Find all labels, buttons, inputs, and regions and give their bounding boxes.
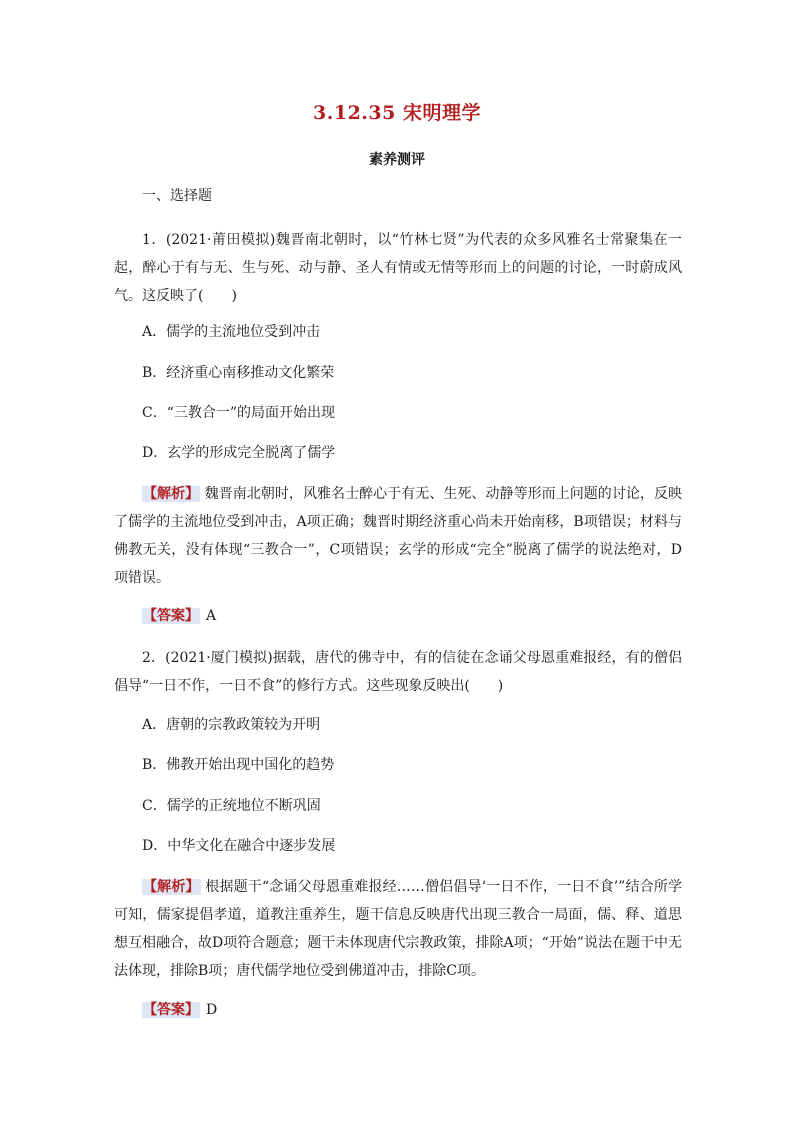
question-2-answer <box>114 996 682 1024</box>
question-1-option-a: A．儒学的主流地位受到冲击 <box>142 324 321 340</box>
question-1-answer <box>114 602 682 630</box>
question-1-stem: 1．(2021·莆田模拟)魏晋南北朝时，以“竹林七贤”为代表的众多风雅名士常聚集在一起，醉心于有与无、生与死、动与静、圣人有情或无情等形而上的问题的讨论，一时蔚成风气。这反映了( ) <box>114 232 682 304</box>
question-1-option-b: B．经济重心南移推动文化繁荣 <box>142 365 335 381</box>
section-heading: 一、选择题 <box>142 188 212 204</box>
question-2-analysis <box>114 873 682 985</box>
page-title: 3.12.35 宋明理学 <box>313 102 481 124</box>
analysis-text: 魏晋南北朝时，风雅名士醉心于有无、生死、动静等形而上问题的讨论，反映了儒学的主流地位受到冲击，A项正确；魏晋时期经济重心尚未开始南移，B项错误；材料与佛教无关，没有体现“三教合一”，C项错误；玄学的形成“完全”脱离了儒学的说法绝对，D项错误。 <box>114 486 683 586</box>
analysis-tag: 【解析】 <box>143 486 200 502</box>
question-1-option-d: D．玄学的形成完全脱离了儒学 <box>142 445 336 461</box>
answer-tag: 【答案】 <box>143 608 199 624</box>
question-2-option-c: C．儒学的正统地位不断巩固 <box>142 798 321 814</box>
question-2-option-d: D．中华文化在融合中逐步发展 <box>142 838 336 854</box>
answer-tag: 【答案】 <box>143 1002 199 1018</box>
page-subtitle: 素养测评 <box>369 152 425 168</box>
answer-value: A <box>206 608 217 624</box>
analysis-text: 根据题干“念诵父母恩重难报经……僧侣倡导‘一日不作，一日不食’”结合所学可知，儒家提倡孝道，道教注重养生，题干信息反映唐代出现三教合一局面，儒、释、道思想互相融合，故D项符合题意；题干未体现唐代宗教政策，排除A项；“开始”说法在题干中无法体现，排除B项；唐代儒学地位受到佛道冲击，排除C项。 <box>114 879 683 979</box>
question-2-stem: 2．(2021·厦门模拟)据载，唐代的佛寺中，有的信徒在念诵父母恩重难报经，有的僧侣倡导“一日不作，一日不食”的修行方式。这些现象反映出( ) <box>114 650 682 694</box>
question-2-option-a: A．唐朝的宗教政策较为开明 <box>142 717 321 733</box>
question-1-analysis <box>114 480 682 592</box>
analysis-tag: 【解析】 <box>143 879 200 895</box>
question-2-option-b: B．佛教开始出现中国化的趋势 <box>142 757 335 773</box>
answer-value: D <box>206 1002 218 1018</box>
question-1-option-c: C．“三教合一”的局面开始出现 <box>142 405 336 421</box>
